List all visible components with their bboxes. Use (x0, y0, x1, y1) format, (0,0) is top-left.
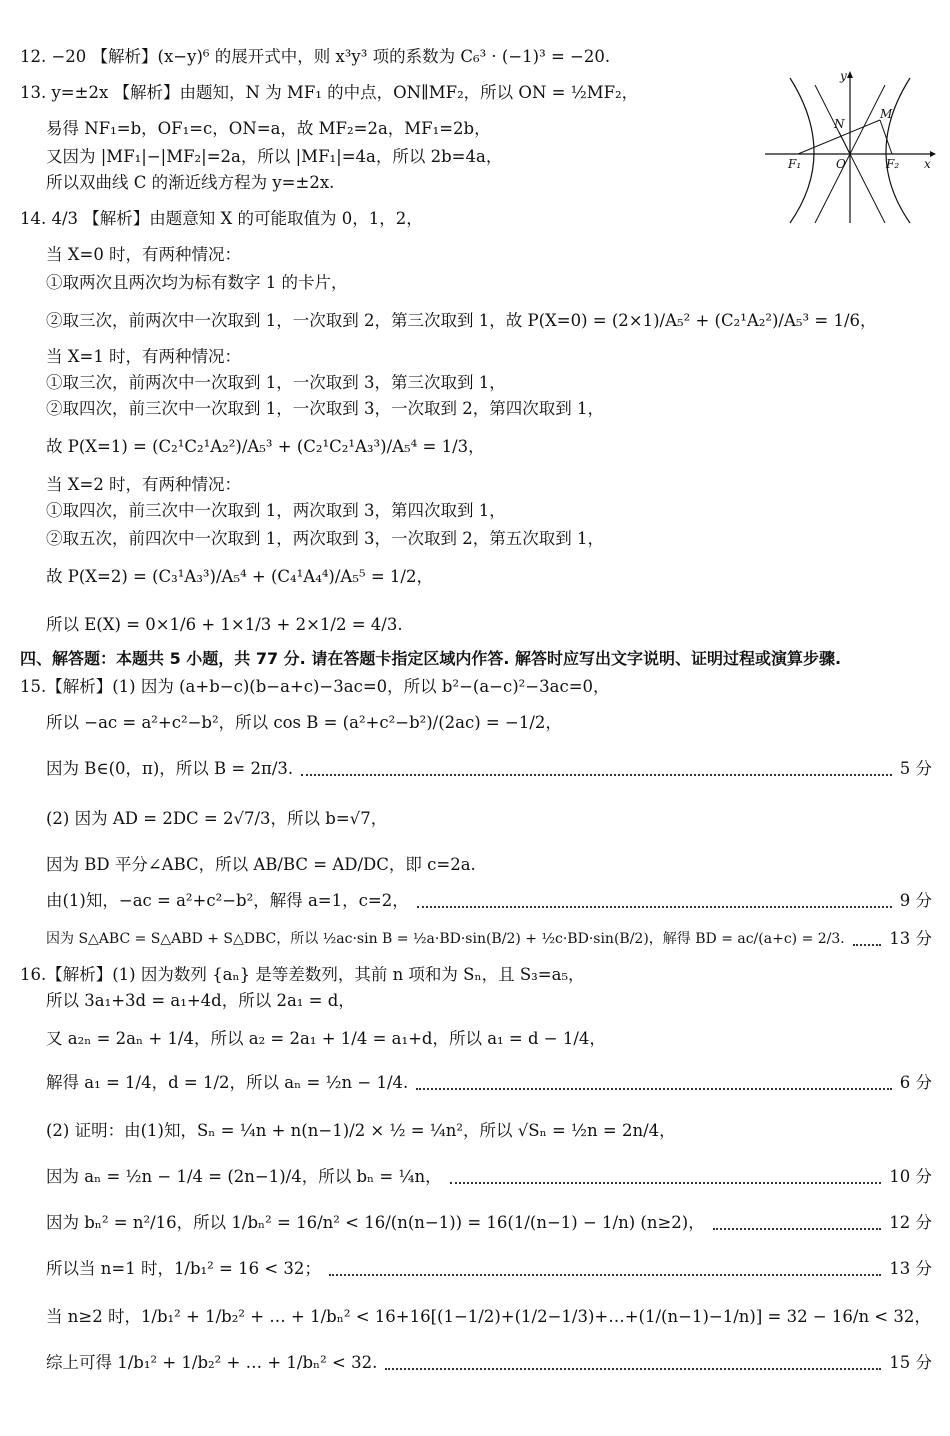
q14-line-i: ①取四次，前三次中一次取到 1，两次取到 3，第四次取到 1， (46, 501, 506, 520)
label-y: y (840, 69, 847, 83)
q14-line-g: 故 P(X=1) = (C₂¹C₂¹A₂²)/A₅³ + (C₂¹C₂¹A₃³)/A₅⁴ = 1/3， (46, 437, 485, 456)
q16-score-text-5: 综上可得 1/b₁² + 1/b₂² + … + 1/bₙ² < 32. (46, 1353, 378, 1372)
dot-leader (329, 1262, 881, 1276)
q16-points-2: 10 分 (889, 1167, 932, 1186)
q15-score-text-3: 因为 S△ABC = S△ABD + S△DBC，所以 ½ac·sin B = ½a·BD·sin(B/2) + ½c·BD·sin(B/2)，解得 BD = ac/(a+c) = 2/3. (46, 931, 845, 947)
q14-line-d: 当 X=1 时，有两种情况： (46, 347, 242, 366)
q16-score-line-5 (46, 1352, 932, 1374)
q16-points-1: 6 分 (899, 1073, 932, 1092)
q16-line: 16.【解析】(1) 因为数列 {aₙ} 是等差数列，其前 n 项和为 Sₙ，且 S₃=a₅， (20, 965, 585, 984)
q16-score-text-4: 所以当 n=1 时，1/b₁² = 16 < 32； (46, 1259, 321, 1278)
q16-line-b: 又 a₂ₙ = 2aₙ + 1/4，所以 a₂ = 2a₁ + 1/4 = a₁+d，所以 a₁ = d − 1/4， (46, 1029, 606, 1048)
q14-line-j: ②取五次，前四次中一次取到 1，两次取到 3，一次取到 2，第五次取到 1， (46, 529, 604, 548)
q15-score-text-1: 因为 B∈(0，π)，所以 B = 2π/3. (46, 759, 294, 778)
q14-line: 14. 4/3 【解析】由题意知 X 的可能取值为 0，1，2， (20, 209, 423, 228)
label-f1: F₁ (788, 157, 802, 171)
q15-points-3: 13 分 (889, 929, 932, 948)
q15-points-2: 9 分 (899, 891, 932, 910)
q15-line-a: 所以 −ac = a²+c²−b²，所以 cos B = (a²+c²−b²)/(2ac) = −1/2， (46, 713, 562, 732)
q15-score-line-1 (46, 758, 932, 780)
q13-line-d: 所以双曲线 C 的渐近线方程为 y=±2x. (46, 173, 335, 192)
q16-points-4: 13 分 (889, 1259, 932, 1278)
label-x: x (924, 157, 931, 171)
q12-line: 12. −20 【解析】(x−y)⁶ 的展开式中，则 x³y³ 项的系数为 C₆³ · (−1)³ = −20. (20, 47, 611, 66)
dot-leader (450, 1170, 882, 1184)
dot-leader (713, 1216, 882, 1230)
q13-line: 13. y=±2x 【解析】由题知，N 为 MF₁ 的中点，ON∥MF₂，所以 ON = ½MF₂， (20, 83, 639, 102)
q16-score-line-1 (46, 1072, 932, 1094)
q14-line-l: 所以 E(X) = 0×1/6 + 1×1/3 + 2×1/2 = 4/3. (46, 615, 403, 634)
x-axis-arrow (930, 151, 936, 157)
q16-line-f: 当 n≥2 时，1/b₁² + 1/b₂² + … + 1/bₙ² < 16+16[(1−1/2)+(1/2−1/3)+…+(1/(n−1)−1/n)] = 32 − 16/n < 32， (46, 1307, 931, 1326)
q13-line-c: 又因为 |MF₁|−|MF₂|=2a，所以 |MF₁|=4a，所以 2b=4a， (46, 147, 503, 166)
q15-line: 15.【解析】(1) 因为 (a+b−c)(b−a+c)−3ac=0，所以 b²−(a−c)²−3ac=0， (20, 677, 610, 696)
dot-leader (417, 894, 892, 908)
dot-leader (853, 932, 882, 946)
q15-score-line-3 (46, 928, 932, 950)
q16-score-text-3: 因为 bₙ² = n²/16，所以 1/bₙ² = 16/n² < 16/(n(n−1)) = 16(1/(n−1) − 1/n) (n≥2)， (46, 1213, 705, 1232)
label-o: O (836, 157, 846, 171)
q13-line-b: 易得 NF₁=b，OF₁=c，ON=a，故 MF₂=2a，MF₁=2b， (46, 119, 491, 138)
q15-points-1: 5 分 (899, 759, 932, 778)
q16-score-line-3 (46, 1212, 932, 1234)
dot-leader (416, 1076, 891, 1090)
q14-line-h: 当 X=2 时，有两种情况： (46, 475, 242, 494)
section-4-heading: 四、解答题：本题共 5 小题，共 77 分. 请在答题卡指定区域内作答. 解答时应写出文字说明、证明过程或演算步骤. (20, 649, 842, 668)
q16-proof-line: (2) 证明：由(1)知，Sₙ = ¼n + n(n−1)/2 × ½ = ¼n²，所以 √Sₙ = ½n = 2n/4， (46, 1121, 676, 1140)
label-n: N (834, 117, 845, 131)
q16-points-3: 12 分 (889, 1213, 932, 1232)
q15-line-d: 因为 BD 平分∠ABC，所以 AB/BC = AD/DC，即 c=2a. (46, 855, 476, 874)
q14-line-b: ①取两次且两次均为标有数字 1 的卡片， (46, 273, 348, 292)
q16-score-line-2 (46, 1166, 932, 1188)
q14-line-e: ①取三次，前两次中一次取到 1，一次取到 3，第三次取到 1， (46, 373, 506, 392)
dot-leader (385, 1356, 881, 1370)
segment-o-n (839, 132, 850, 154)
q14-line-k: 故 P(X=2) = (C₃¹A₃³)/A₅⁴ + (C₄¹A₄⁴)/A₅⁵ = 1/2， (46, 567, 433, 586)
q15-score-line-2 (46, 890, 932, 912)
q16-line-a: 所以 3a₁+3d = a₁+4d，所以 2a₁ = d， (46, 991, 355, 1010)
hyperbola-left-branch (790, 78, 814, 223)
q16-score-line-4 (46, 1258, 932, 1280)
hyperbola-figure (760, 68, 940, 228)
q15-line-c: (2) 因为 AD = 2DC = 2√7/3，所以 b=√7， (46, 809, 388, 828)
q16-score-text-2: 因为 aₙ = ½n − 1/4 = (2n−1)/4，所以 bₙ = ¼n， (46, 1167, 442, 1186)
q14-line-c: ②取三次，前两次中一次取到 1，一次取到 2，第三次取到 1，故 P(X=0) = (2×1)/A₅² + (C₂¹A₂²)/A₅³ = 1/6， (46, 311, 877, 330)
q14-line-a: 当 X=0 时，有两种情况： (46, 245, 242, 264)
label-f2: F₂ (886, 157, 900, 171)
dot-leader (301, 762, 892, 776)
hyperbola-right-branch (886, 78, 910, 223)
q15-score-text-2: 由(1)知，−ac = a²+c²−b²，解得 a=1，c=2， (46, 891, 409, 910)
q16-points-5: 15 分 (889, 1353, 932, 1372)
q14-line-f: ②取四次，前三次中一次取到 1，一次取到 3，一次取到 2，第四次取到 1， (46, 399, 604, 418)
q16-score-text-1: 解得 a₁ = 1/4，d = 1/2，所以 aₙ = ½n − 1/4. (46, 1073, 409, 1092)
y-axis-arrow (847, 71, 853, 78)
label-m: M (880, 107, 893, 121)
